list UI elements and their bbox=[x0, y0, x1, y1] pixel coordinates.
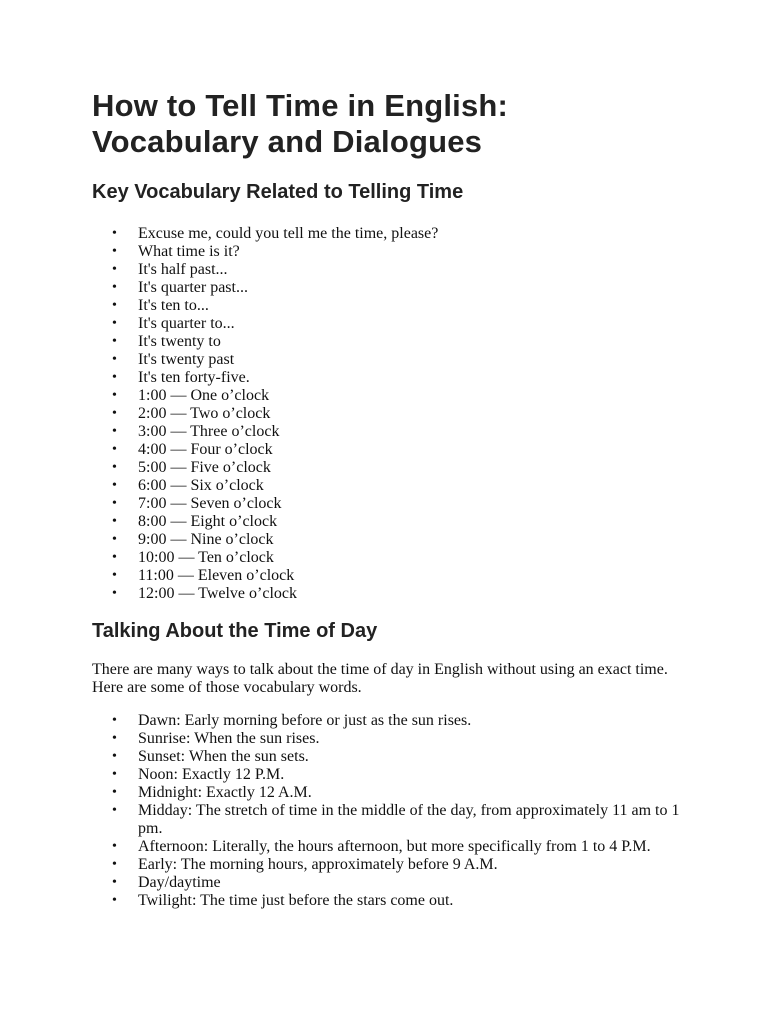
list-item: • Day/daytime bbox=[92, 874, 692, 892]
key-vocabulary-list bbox=[92, 225, 692, 603]
list-item: • 3:00 — Three o’clock bbox=[92, 423, 692, 441]
list-item: • Noon: Exactly 12 P.M. bbox=[92, 766, 692, 784]
list-item: • It's twenty past bbox=[92, 351, 692, 369]
list-item: • Dawn: Early morning before or just as the sun rises. bbox=[92, 712, 692, 730]
list-item: • 9:00 — Nine o’clock bbox=[92, 531, 692, 549]
page-title-line-1: How to Tell Time in English: bbox=[92, 88, 509, 123]
list-item: • 4:00 — Four o’clock bbox=[92, 441, 692, 459]
list-item: • It's quarter to... bbox=[92, 315, 692, 333]
list-item: • 8:00 — Eight o’clock bbox=[92, 513, 692, 531]
list-item: • 5:00 — Five o’clock bbox=[92, 459, 692, 477]
list-item: • 10:00 — Ten o’clock bbox=[92, 549, 692, 567]
list-item: • 7:00 — Seven o’clock bbox=[92, 495, 692, 513]
list-item: • It's half past... bbox=[92, 261, 692, 279]
list-item: • 1:00 — One o’clock bbox=[92, 387, 692, 405]
list-item: • Sunrise: When the sun rises. bbox=[92, 730, 692, 748]
page-title-line-2: Vocabulary and Dialogues bbox=[92, 124, 483, 159]
list-item: • Twilight: The time just before the stars come out. bbox=[92, 892, 692, 910]
list-item: • It's ten to... bbox=[92, 297, 692, 315]
list-item: • Excuse me, could you tell me the time, please? bbox=[92, 225, 692, 243]
list-item: • Midday: The stretch of time in the middle of the day, from approximately 11 am to 1 pm. bbox=[92, 802, 692, 838]
list-item: • It's twenty to bbox=[92, 333, 692, 351]
list-item: • 11:00 — Eleven o’clock bbox=[92, 567, 692, 585]
list-item: • Early: The morning hours, approximately before 9 A.M. bbox=[92, 856, 692, 874]
time-of-day-intro: There are many ways to talk about the time of day in English without using an exact time. Here are some of those vocabulary words. bbox=[92, 661, 668, 696]
list-item: • 2:00 — Two o’clock bbox=[92, 405, 692, 423]
time-of-day-list bbox=[92, 712, 692, 910]
list-item: • 12:00 — Twelve o’clock bbox=[92, 585, 692, 603]
list-item: • Midnight: Exactly 12 A.M. bbox=[92, 784, 692, 802]
document-page bbox=[92, 88, 692, 910]
time-of-day-heading: Talking About the Time of Day bbox=[92, 620, 378, 642]
list-item: • It's quarter past... bbox=[92, 279, 692, 297]
list-item: • Sunset: When the sun sets. bbox=[92, 748, 692, 766]
list-item: • 6:00 — Six o’clock bbox=[92, 477, 692, 495]
list-item: • Afternoon: Literally, the hours afternoon, but more specifically from 1 to 4 P.M. bbox=[92, 838, 692, 856]
list-item: • It's ten forty-five. bbox=[92, 369, 692, 387]
list-item: • What time is it? bbox=[92, 243, 692, 261]
page-title bbox=[92, 88, 692, 160]
key-vocabulary-heading: Key Vocabulary Related to Telling Time bbox=[92, 181, 464, 203]
